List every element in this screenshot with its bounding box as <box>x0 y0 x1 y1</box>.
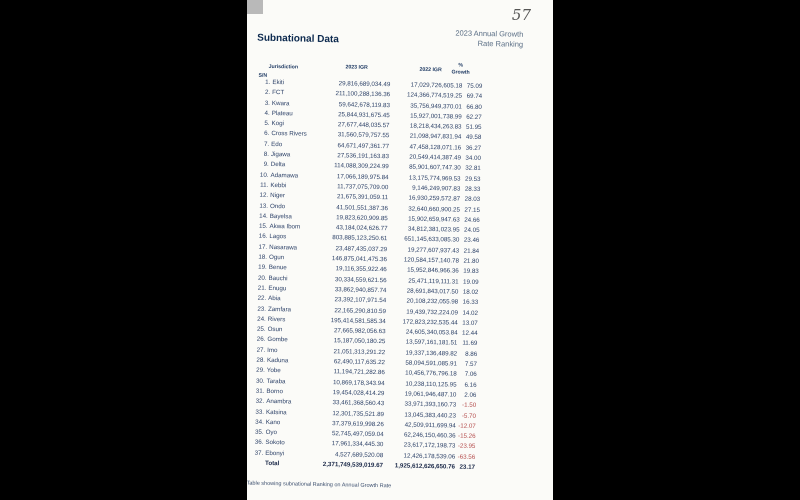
jurisdiction-cell: Ogun <box>268 253 285 262</box>
rank-cell: 8. <box>263 150 270 158</box>
document-page <box>247 0 553 500</box>
header-igr-2022: 2022 IGR <box>419 66 442 74</box>
ranking-table <box>247 79 492 475</box>
growth-cell: 69.74 <box>466 92 483 101</box>
igr-2022-cell: 10,456,776,796.18 <box>405 369 457 378</box>
rank-cell: 20. <box>257 274 267 282</box>
jurisdiction-cell: Sokoto <box>265 439 285 447</box>
growth-cell: 62.27 <box>466 113 482 121</box>
growth-cell: 24.66 <box>464 216 480 224</box>
growth-cell: 23.46 <box>463 237 480 245</box>
rank-cell: 31. <box>255 387 265 395</box>
igr-2023-cell: 21,675,391,059.11 <box>336 193 389 202</box>
growth-cell: 19.09 <box>463 278 479 286</box>
rank-cell: 25. <box>256 325 266 334</box>
igr-2023-cell: 27,665,982,056.63 <box>333 327 386 336</box>
igr-2022-cell: 13,175,774,969.53 <box>408 174 461 183</box>
jurisdiction-cell: Edo <box>271 140 283 148</box>
jurisdiction-cell: Oyo <box>265 428 278 437</box>
igr-2022-cell: 21,098,947,831.94 <box>409 133 462 142</box>
rank-cell: 15. <box>258 222 268 231</box>
igr-2022-cell: 34,812,381,023.95 <box>407 225 460 234</box>
igr-2023-cell: 114,088,309,224.99 <box>334 162 389 171</box>
rank-cell: 7. <box>263 140 270 148</box>
jurisdiction-cell: Benue <box>268 264 287 272</box>
growth-cell: 8.86 <box>465 350 478 358</box>
jurisdiction-cell: Borno <box>266 387 283 396</box>
igr-2023-cell: 23,487,435,037.29 <box>335 244 388 253</box>
jurisdiction-cell: Taraba <box>266 377 286 385</box>
rank-cell: 18. <box>258 253 268 261</box>
igr-2022-cell: 120,584,157,140.78 <box>403 256 460 265</box>
igr-2023-cell: 4,527,689,520.08 <box>334 450 384 459</box>
growth-cell: 7.57 <box>464 360 478 368</box>
rank-cell: 35. <box>254 428 264 436</box>
jurisdiction-cell: Cross Rivers <box>271 130 307 139</box>
growth-cell: 6.16 <box>464 381 477 389</box>
rank-cell: 14. <box>259 212 268 220</box>
rank-cell: 13. <box>259 202 269 210</box>
igr-2023-cell: 11,194,721,282.86 <box>333 368 385 377</box>
jurisdiction-cell: Nasarawa <box>269 243 298 252</box>
growth-cell: -23.95 <box>457 442 476 451</box>
igr-2023-cell: 2,371,749,539,019.67 <box>322 460 384 470</box>
igr-2023-cell: 64,671,497,361.77 <box>337 142 390 151</box>
igr-2022-cell: 20,549,414,387.49 <box>409 153 461 162</box>
igr-2023-cell: 27,536,191,163.83 <box>337 152 390 161</box>
page-subtitle: 2023 Annual Growth Rate Ranking <box>455 28 524 49</box>
jurisdiction-cell: Kaduna <box>266 356 289 365</box>
jurisdiction-cell: Ebonyi <box>265 449 285 457</box>
jurisdiction-cell: Delta <box>270 161 286 169</box>
igr-2023-cell: 29,816,689,034.49 <box>338 80 391 89</box>
growth-cell: 49.58 <box>465 134 482 142</box>
igr-2023-cell: 19,454,028,414.29 <box>332 389 385 398</box>
page-number: 57 <box>511 6 531 24</box>
jurisdiction-cell: Bauchi <box>268 274 288 282</box>
igr-2022-cell: 23,617,172,198.73 <box>403 441 456 450</box>
growth-cell: 29.53 <box>464 175 481 183</box>
igr-2022-cell: 651,145,633,085.30 <box>404 235 460 245</box>
jurisdiction-cell: Yobe <box>266 367 281 375</box>
igr-2022-cell: 1,925,612,626,650.76 <box>394 462 456 471</box>
igr-2023-cell: 17,066,189,975.84 <box>336 172 389 181</box>
igr-2022-cell: 10,238,110,125.95 <box>405 380 457 389</box>
jurisdiction-cell: Rivers <box>267 315 286 324</box>
rank-cell: 33. <box>255 408 265 416</box>
igr-2023-cell: 27,677,448,035.57 <box>337 121 390 130</box>
growth-cell: 12.44 <box>462 329 478 338</box>
igr-2022-cell: 33,971,393,160.73 <box>404 400 457 409</box>
jurisdiction-cell: Jigawa <box>270 151 291 159</box>
growth-cell: 18.02 <box>462 288 479 296</box>
growth-cell: 75.09 <box>466 82 483 90</box>
table-caption: Table showing subnational Ranking on Annual Growth Rate <box>247 480 392 490</box>
rank-cell: 37. <box>254 449 264 457</box>
growth-cell: 11.69 <box>462 340 478 348</box>
rank-cell: 28. <box>256 356 266 364</box>
jurisdiction-cell: Akwa Ibom <box>269 223 301 231</box>
rank-cell: 1. <box>265 78 271 86</box>
igr-2023-cell: 37,379,619,998.26 <box>332 419 384 428</box>
header-rank: S/N <box>258 72 268 79</box>
rank-cell: 3. <box>264 99 271 107</box>
growth-cell: 7.06 <box>464 371 477 379</box>
igr-2022-cell: 17,029,726,605.18 <box>410 81 463 90</box>
growth-cell: 51.95 <box>465 123 482 132</box>
igr-2022-cell: 85,901,607,747.30 <box>409 163 461 172</box>
rank-cell: 32. <box>255 397 265 406</box>
growth-cell: 66.80 <box>466 103 482 111</box>
igr-2022-cell: 42,509,911,699.94 <box>404 421 456 430</box>
igr-2022-cell: 15,902,659,947.63 <box>408 215 460 224</box>
growth-cell: 21.80 <box>463 257 480 266</box>
jurisdiction-cell: Bayelsa <box>269 212 292 221</box>
growth-cell: 28.33 <box>464 185 481 193</box>
rank-cell: 27. <box>256 346 266 354</box>
igr-2023-cell: 12,301,735,521.89 <box>332 409 385 418</box>
rank-cell: 9. <box>263 161 269 169</box>
igr-2022-cell: 19,277,607,937.43 <box>407 246 460 255</box>
growth-cell: 28.03 <box>464 195 481 204</box>
rank-cell: 10. <box>259 171 269 179</box>
igr-2022-cell: 124,366,774,519.25 <box>406 91 463 100</box>
jurisdiction-cell: FCT <box>272 89 285 97</box>
igr-2022-cell: 15,927,001,738.99 <box>410 112 462 121</box>
jurisdiction-cell: Enugu <box>268 284 287 293</box>
igr-2023-cell: 33,862,940,857.74 <box>334 286 387 295</box>
igr-2023-cell: 30,334,559,621.56 <box>334 275 387 284</box>
jurisdiction-cell: Kogi <box>271 120 285 128</box>
igr-2023-cell: 33,461,368,560.43 <box>332 399 385 408</box>
growth-cell: 36.27 <box>465 144 482 152</box>
growth-cell: 27.15 <box>464 206 481 214</box>
rank-cell: 23. <box>257 305 267 313</box>
rank-cell: 2. <box>264 89 271 97</box>
rank-cell: 17. <box>258 243 268 251</box>
jurisdiction-cell: Ekiti <box>272 78 285 87</box>
growth-cell: 32.81 <box>465 165 481 173</box>
growth-cell: 19.83 <box>463 268 479 276</box>
igr-2023-cell: 803,885,123,250.61 <box>332 234 388 243</box>
jurisdiction-cell: Kebbi <box>270 181 287 190</box>
jurisdiction-cell: Kwara <box>271 99 290 107</box>
rank-cell: 5. <box>264 120 270 128</box>
page-title: Subnational Data <box>257 32 339 46</box>
igr-2022-cell: 19,337,136,489.82 <box>405 349 458 358</box>
growth-cell: 14.02 <box>462 309 479 317</box>
igr-2022-cell: 25,471,119,111.31 <box>408 277 459 286</box>
igr-2023-cell: 15,187,050,180.25 <box>333 337 386 346</box>
igr-2023-cell: 19,823,620,909.85 <box>336 214 388 223</box>
rank-cell: 16. <box>258 233 268 241</box>
rank-cell: 12. <box>259 192 269 200</box>
igr-2022-cell: 28,691,843,017.50 <box>406 287 459 296</box>
igr-2023-cell: 17,961,334,445.30 <box>331 440 384 449</box>
igr-2023-cell: 211,100,288,136.36 <box>335 90 391 99</box>
igr-2022-cell: 16,930,259,572.87 <box>408 194 461 203</box>
growth-cell: -15.26 <box>457 432 476 441</box>
igr-2023-cell: 11,737,075,709.00 <box>337 183 389 192</box>
igr-2023-cell: 195,414,581,585.34 <box>330 316 386 326</box>
jurisdiction-cell: Lagos <box>269 233 287 241</box>
igr-2023-cell: 146,875,041,475.36 <box>331 255 388 264</box>
igr-2023-cell: 43,184,024,626.77 <box>335 224 388 233</box>
jurisdiction-cell: Niger <box>270 192 286 200</box>
growth-cell: 2.06 <box>464 391 477 399</box>
igr-2022-cell: 9,146,249,907.83 <box>412 184 461 193</box>
growth-cell: -63.56 <box>457 453 476 461</box>
jurisdiction-cell: Adamawa <box>270 171 299 180</box>
rank-cell: 22. <box>257 294 267 303</box>
igr-2023-cell: 10,869,178,343.94 <box>332 378 385 387</box>
rank-cell: 30. <box>255 377 265 385</box>
igr-2023-cell: 19,116,355,922.46 <box>335 265 387 274</box>
igr-2023-cell: 59,642,678,119.83 <box>338 100 390 109</box>
rank-cell: 6. <box>264 130 270 138</box>
jurisdiction-cell: Plateau <box>271 109 293 118</box>
rank-cell: 24. <box>257 315 266 323</box>
igr-2022-cell: 35,756,949,370.01 <box>410 102 462 111</box>
growth-cell: 16.33 <box>462 298 479 307</box>
igr-2022-cell: 47,458,128,071.16 <box>409 143 462 152</box>
igr-2022-cell: 58,094,591,085.91 <box>405 359 458 368</box>
rank-cell: 4. <box>264 109 270 117</box>
igr-2022-cell: 19,439,732,224.09 <box>406 308 459 317</box>
igr-2022-cell: 12,426,178,539.06 <box>403 452 456 461</box>
growth-cell: 13.07 <box>462 319 478 327</box>
igr-2022-cell: 172,823,232,535.44 <box>402 318 458 327</box>
igr-2022-cell: 24,605,340,053.84 <box>405 328 458 337</box>
jurisdiction-cell: Osun <box>267 326 283 334</box>
igr-2022-cell: 20,108,232,055.98 <box>406 297 459 306</box>
rank-cell: 11. <box>260 181 269 189</box>
header-growth: % Growth <box>451 62 470 76</box>
growth-cell: 21.84 <box>463 247 480 255</box>
jurisdiction-cell: Gombe <box>267 336 288 344</box>
igr-2023-cell: 41,501,551,387.36 <box>336 203 389 212</box>
growth-cell: -12.07 <box>458 422 476 430</box>
page-content <box>247 0 553 500</box>
igr-2022-cell: 18,218,434,263.83 <box>409 122 462 131</box>
rank-cell: 34. <box>255 418 264 426</box>
rank-cell: 36. <box>254 439 264 447</box>
igr-2022-cell: 19,061,946,487.10 <box>404 390 457 399</box>
igr-2023-cell: 25,844,931,675.45 <box>338 111 390 120</box>
jurisdiction-cell: Total <box>264 459 280 468</box>
rank-cell: 26. <box>256 336 266 344</box>
jurisdiction-cell: Ondo <box>269 202 286 210</box>
igr-2022-cell: 62,246,150,460.36 <box>403 431 456 440</box>
igr-2022-cell: 15,952,846,966.36 <box>407 266 459 275</box>
jurisdiction-cell: Zamfara <box>267 305 292 313</box>
growth-cell: -5.70 <box>461 412 477 420</box>
jurisdiction-cell: Kano <box>265 418 281 426</box>
rank-cell: 21. <box>257 284 267 292</box>
growth-cell: -1.50 <box>462 401 477 410</box>
growth-cell: 23.17 <box>459 463 476 471</box>
jurisdiction-cell: Abia <box>268 295 281 303</box>
rank-cell: 19. <box>258 264 267 272</box>
igr-2023-cell: 62,490,117,635.22 <box>333 358 386 367</box>
igr-2023-cell: 21,051,313,291.22 <box>333 347 386 356</box>
growth-cell: 24.05 <box>463 226 480 235</box>
igr-2023-cell: 52,745,497,059.04 <box>331 430 384 439</box>
igr-2022-cell: 13,045,383,440.23 <box>404 411 457 420</box>
igr-2023-cell: 31,560,579,757.55 <box>337 131 390 140</box>
jurisdiction-cell: Anambra <box>266 398 292 406</box>
growth-cell: 34.00 <box>465 154 481 163</box>
header-jurisdiction: Jurisdiction <box>268 63 299 71</box>
jurisdiction-cell: Imo <box>267 346 278 354</box>
jurisdiction-cell: Katsina <box>265 408 287 416</box>
igr-2023-cell: 22,165,290,810.59 <box>334 306 387 315</box>
igr-2022-cell: 13,597,161,181.51 <box>405 338 458 347</box>
igr-2023-cell: 23,392,107,971.54 <box>334 296 387 305</box>
header-igr-2023: 2023 IGR <box>345 64 368 71</box>
igr-2022-cell: 32,640,660,900.25 <box>408 205 461 214</box>
rank-cell: 29. <box>256 367 265 375</box>
